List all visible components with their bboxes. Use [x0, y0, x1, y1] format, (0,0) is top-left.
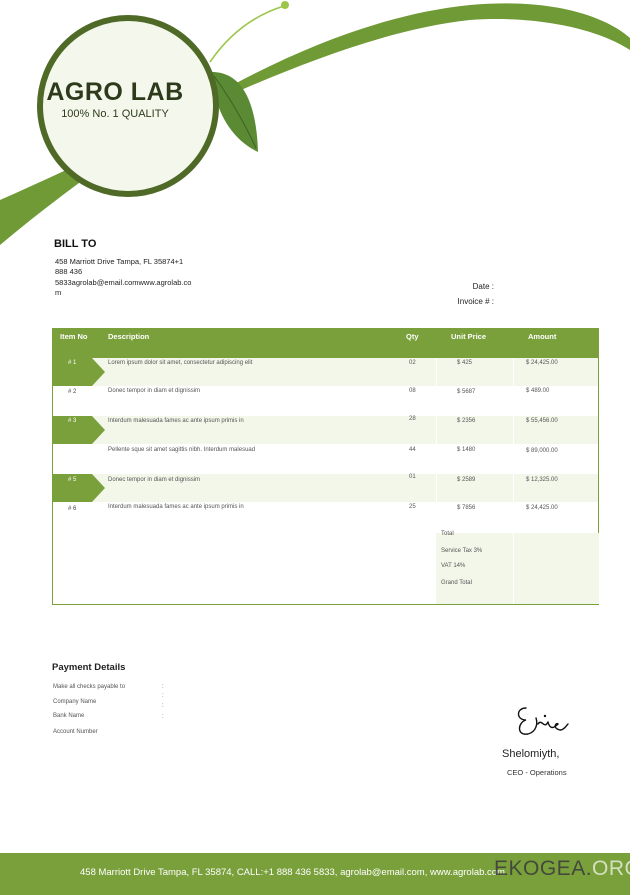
signature-scribble [512, 700, 568, 742]
total-label: Total [441, 531, 454, 537]
brand-name: AGRO LAB [46, 78, 184, 106]
payment-details-heading: Payment Details [52, 662, 126, 673]
row-unit-price: $ 425 [457, 360, 473, 366]
row-unit-price: $ 5687 [457, 389, 476, 395]
header-amount: Amount [528, 332, 557, 341]
header-artwork [0, 0, 630, 250]
row-description: Donec tempor in diam et dignissim [108, 388, 201, 394]
row-qty: 02 [409, 360, 416, 366]
header-qty: Qty [406, 332, 419, 341]
bill-to-line: 5833agrolab@email.comwww.agrolab.co [55, 278, 192, 287]
payment-line: Company Name [53, 699, 97, 705]
header-unit-price: Unit Price [451, 332, 487, 341]
date-label: Date : [472, 282, 494, 291]
payment-colon: : [162, 693, 164, 699]
row-amount: $ 24,425.00 [526, 505, 558, 511]
row-unit-price: $ 1480 [457, 447, 476, 453]
row-amount: $ 24,425.00 [526, 360, 558, 366]
payment-colon: : [162, 703, 164, 709]
header-description: Description [108, 332, 150, 341]
grand-total-label: Grand Total [441, 580, 472, 586]
brand-tagline: 100% No. 1 QUALITY [61, 108, 169, 120]
row-qty: 28 [409, 416, 416, 422]
bill-to-line: 888 436 [55, 267, 83, 276]
footer-contact: 458 Marriott Drive Tampa, FL 35874, CALL:+1 888 436 5833, agrolab@email.com, www.agrolab.com [80, 867, 505, 878]
bill-to-heading: BILL TO [54, 238, 97, 250]
row-amount: $ 89,000.00 [526, 448, 558, 454]
invoice-number-label: Invoice # : [457, 297, 494, 306]
signer-role: CEO - Operations [507, 768, 567, 777]
payment-colon: : [162, 714, 164, 720]
watermark-org: ORG [592, 857, 641, 880]
row-item-no: # 2 [68, 389, 77, 395]
row-description: Interdum malesuada fames ac ante ipsum primis in [108, 418, 244, 424]
column-divider [436, 358, 437, 533]
vat-label: VAT 14% [441, 563, 466, 569]
row-item-no: # 3 [68, 418, 77, 424]
row-item-no: # 5 [68, 477, 77, 483]
row-qty: 25 [409, 504, 416, 510]
row-unit-price: $ 2356 [457, 418, 476, 424]
signer-name: Shelomiyth, [502, 748, 560, 760]
payment-line: Bank Name [53, 713, 85, 719]
row-description: Donec tempor in diam et dignissim [108, 477, 201, 483]
stem-bud [281, 1, 289, 9]
row-qty: 08 [409, 388, 416, 394]
row-unit-price: $ 2589 [457, 477, 476, 483]
watermark-main: EKOGEA. [494, 857, 593, 880]
bill-to-line: 458 Marriott Drive Tampa, FL 35874+1 [55, 257, 184, 266]
column-divider [513, 358, 514, 533]
payment-colon: : [162, 684, 164, 690]
bill-to-line: m [55, 288, 62, 297]
column-divider [513, 533, 514, 604]
header-item-no: Item No [60, 332, 88, 341]
row-amount: $ 489.00 [526, 388, 550, 394]
row-amount: $ 55,456.00 [526, 418, 558, 424]
payment-line: Make all checks payable to [53, 684, 126, 690]
row-item-no: # 1 [68, 360, 77, 366]
row-qty: 44 [409, 447, 416, 453]
payment-line: Account Number [53, 729, 98, 735]
row-description: Pellente sque sit amet sagittis nibh. Interdum malesuad [108, 447, 256, 453]
row-description: Interdum malesuada fames ac ante ipsum primis in [108, 504, 244, 510]
row-qty: 01 [409, 474, 416, 480]
stem [210, 6, 284, 62]
row-amount: $ 12,325.00 [526, 477, 558, 483]
row-description: Lorem ipsum dolor sit amet, consectetur adipiscing elit [108, 360, 253, 366]
row-item-no: # 6 [68, 506, 77, 512]
row-unit-price: $ 7856 [457, 505, 476, 511]
watermark [494, 857, 641, 881]
service-tax-label: Service Tax 3% [441, 548, 483, 554]
